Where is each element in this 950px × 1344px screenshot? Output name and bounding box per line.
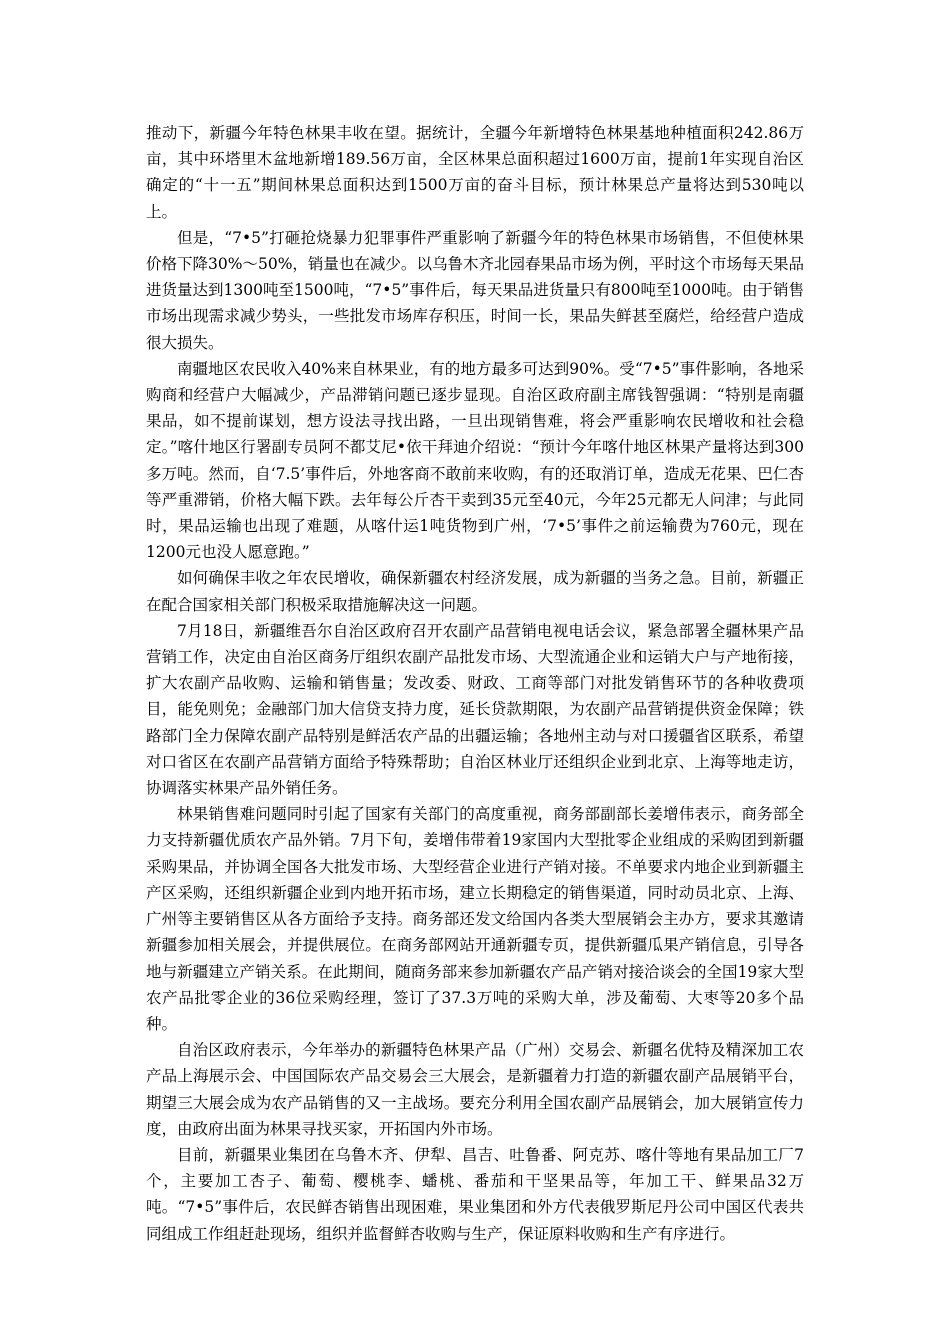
paragraph-priority: 如何确保丰收之年农民增收，确保新疆农村经济发展，成为新疆的当务之急。目前，新疆正在配合国家相关部门积极采取措施解决这一问题。 xyxy=(146,569,804,614)
paragraph-intro-continuation: 推动下，新疆今年特色林果丰收在望。据统计，全疆今年新增特色林果基地种植面积242.86万亩，其中环塔里木盆地新增189.56万亩，全区林果总面积超过1600万亩，提前1年实现自治区确定的“十一五”期间林果总面积达到1500万亩的奋斗目标，预计林果总产量将达到530吨以上。 xyxy=(146,124,804,221)
paragraph-commerce-ministry: 林果销售难问题同时引起了国家有关部门的高度重视，商务部副部长姜增伟表示，商务部全力支持新疆优质农产品外销。7月下旬，姜增伟带着19家国内大型批零企业组成的采购团到新疆采购果品，并协调全国各大批发市场、大型经营企业进行产销对接。不单要求内地企业到新疆主产区采购，还组织新疆企业到内地开拓市场，建立长期稳定的销售渠道，同时动员北京、上海、广州等主要销售区从各方面给予支持。商务部还发文给国内各类大型展销会主办方，要求其邀请新疆参加相关展会，并提供展位。在商务部网站开通新疆专页，提供新疆瓜果产销信息，引导各地与新疆建立产销关系。在此期间，随商务部来参加新疆农产品产销对接洽谈会的全国19家大型农产品批零企业的36位采购经理，签订了37.3万吨的采购大单，涉及葡萄、大枣等20多个品种。 xyxy=(146,805,804,1033)
paragraph-fruit-group: 目前，新疆果业集团在乌鲁木齐、伊犁、昌吉、吐鲁番、阿克苏、喀什等地有果品加工厂7个，主要加工杏子、葡萄、樱桃李、蟠桃、番茄和干坚果品等，年加工干、鲜果品32万吨。“7•5”事件后，农民鲜杏销售出现困难，果业集团和外方代表俄罗斯尼丹公司中国区代表共同组成工作组赶赴现场，组织并监督鲜杏收购与生产，保证原料收购和生产有序进行。 xyxy=(146,1145,804,1243)
paragraph-july-18-meeting: 7月18日，新疆维吾尔自治区政府召开农副产品营销电视电话会议，紧急部署全疆林果产品营销工作，决定由自治区商务厅组织农副产品批发市场、大型流通企业和运销大户与产地衔接，扩大农副产品收购、运输和销售量；发改委、财政、工商等部门对批发销售环节的各种收费项目，能免则免；金融部门加大信贷支持力度，延长贷款期限，为农副产品营销提供资金保障；铁路部门全力保障农副产品特别是鲜活农产品的出疆运输；各地州主动与对口援疆省区联系，希望对口省区在农副产品营销方面给予特殊帮助；自治区林业厅还组织企业到北京、上海等地走访，协调落实林果产品外销任务。 xyxy=(146,621,804,798)
paragraph-market-impact: 但是，“7•5”打砸抢烧暴力犯罪事件严重影响了新疆今年的特色林果市场销售，不但使林果价格下降30%～50%，销量也在减少。以乌鲁木齐北园春果品市场为例，平时这个市场每天果品进货量达到1300吨至1500吨，“7•5”事件后，每天果品进货量只有800吨至1000吨。由于销售市场出现需求减少势头，一些批发市场库存积压，时间一长，果品失鲜甚至腐烂，给经营户造成很大损失。 xyxy=(146,228,804,352)
paragraph-exhibitions: 自治区政府表示，今年举办的新疆特色林果产品（广州）交易会、新疆名优特及精深加工农产品上海展示会、中国国际农产品交易会三大展会，是新疆着力打造的新疆农副产品展销平台，期望三大展会成为农产品销售的又一主战场。要充分利用全国农副产品展销会，加大展销宣传力度，由政府出面为林果寻找买家，开拓国内外市场。 xyxy=(146,1041,804,1138)
document-page xyxy=(146,120,804,1247)
paragraph-south-xinjiang: 南疆地区农民收入40%来自林果业，有的地方最多可达到90%。受“7•5”事件影响，各地采购商和经营户大幅减少，产品滞销问题已逐步显现。自治区政府副主席钱智强调：“特别是南疆果品，如不提前谋划，想方设法寻找出路，一旦出现销售难，将会严重影响农民增收和社会稳定。”喀什地区行署副专员阿不都艾尼•依干拜迪介绍说：“预计今年喀什地区林果产量将达到300多万吨。然而，自‘7.5’事件后，外地客商不敢前来收购，有的还取消订单，造成无花果、巴仁杏等严重滞销，价格大幅下跌。去年每公斤杏干卖到35元至40元，今年25元都无人问津；与此同时，果品运输也出现了难题，从喀什运1吨货物到广州，‘7•5’事件之前运输费为760元，现在1200元也没人愿意跑。” xyxy=(146,359,804,562)
